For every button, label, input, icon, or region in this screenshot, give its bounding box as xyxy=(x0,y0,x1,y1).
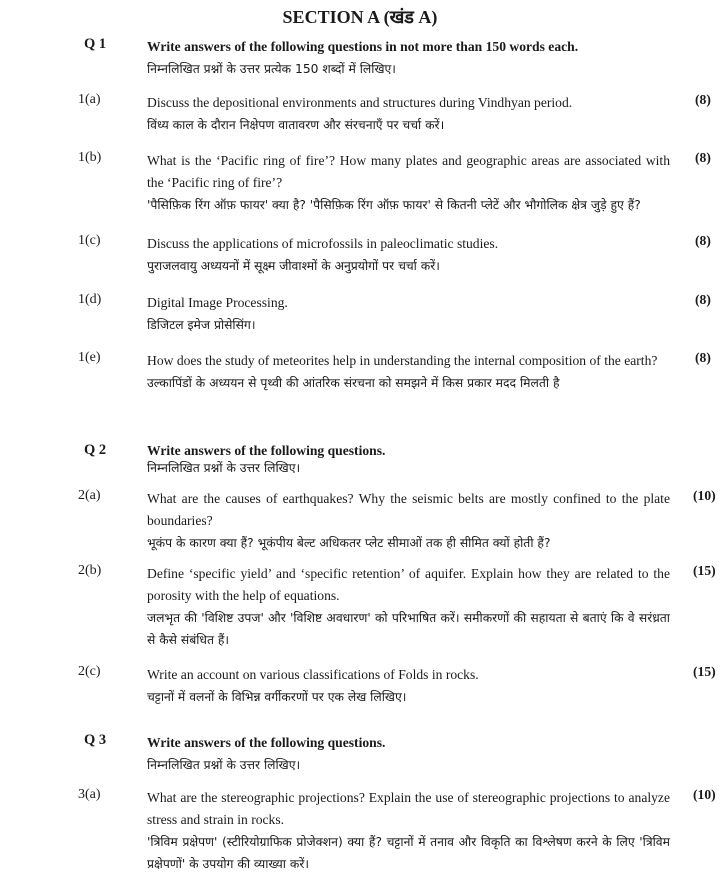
item-english: Discuss the depositional environments and structures during Vindhyan period. xyxy=(147,95,573,110)
question-number: Q 1 xyxy=(84,36,107,52)
item-text xyxy=(147,563,670,651)
marks-label: (10) xyxy=(693,787,716,802)
item-text xyxy=(147,92,670,136)
instruction-english: Write answers of the following questions. xyxy=(147,443,386,458)
item-hindi: विंध्य काल के दौरान निक्षेपण वातावरण और संरचनाएँ पर चर्चा करें। xyxy=(147,118,445,132)
item-hindi: भूकंप के कारण क्या हैं? भूकंपीय बेल्ट अधिकतर प्लेट सीमाओं तक ही सीमित क्यों होती हैं? xyxy=(147,536,551,550)
item-text xyxy=(147,664,670,708)
item-english: Define ‘specific yield’ and ‘specific retention’ of aquifer. Explain how they are related to the porosity with the help of equations. xyxy=(147,566,670,603)
instruction-hindi: निम्नलिखित प्रश्नों के उत्तर लिखिए। xyxy=(147,758,301,772)
item-hindi: 'पैसिफ़िक रिंग ऑफ़ फायर' क्या है? 'पैसिफ़िक रिंग ऑफ़ फायर' से कितनी प्लेटें और भौगोलिक क्षेत्र जुड़े हुए हैं? xyxy=(147,198,641,212)
item-hindi: चट्टानों में वलनों के विभिन्न वर्गीकरणों पर एक लेख लिखिए। xyxy=(147,690,407,704)
question-number: Q 2 xyxy=(84,442,107,458)
item-english: What is the ‘Pacific ring of fire’? How many plates and geographic areas are associated with the ‘Pacific ring of fire’? xyxy=(147,153,670,190)
item-text xyxy=(147,488,670,554)
item-english: Write an account on various classifications of Folds in rocks. xyxy=(147,667,479,682)
instruction-hindi: निम्नलिखित प्रश्नों के उत्तर प्रत्येक 150 शब्दों में लिखिए। xyxy=(147,62,396,76)
item-number: 3(a) xyxy=(78,787,101,802)
item-number: 2(c) xyxy=(78,664,101,679)
question-instruction xyxy=(147,36,670,80)
item-number: 1(c) xyxy=(78,233,101,248)
marks-label: (8) xyxy=(695,150,711,165)
item-hindi: 'त्रिविम प्रक्षेपण' (स्टीरियोग्राफिक प्रोजेक्शन) क्या हैं? चट्टानों में तनाव और विकृति का विश्लेषण करने के लिए 'त्रिविम प्रक्षेपणों' के उपयोग की व्याख्या करें। xyxy=(147,835,670,871)
item-text xyxy=(147,787,670,875)
item-number: 2(b) xyxy=(78,563,102,578)
item-english: How does the study of meteorites help in understanding the internal composition of the earth? xyxy=(147,353,658,368)
marks-label: (8) xyxy=(695,233,711,248)
item-hindi: जलभृत की 'विशिष्ट उपज' और 'विशिष्ट अवधारण' को परिभाषित करें। समीकरणों की सहायता से बताएं कि वे सरंध्रता से कैसे संबंधित हैं। xyxy=(147,611,670,647)
item-hindi: पुराजलवायु अध्ययनों में सूक्ष्म जीवाश्मों के अनुप्रयोगों पर चर्चा करें। xyxy=(147,259,440,273)
instruction-english: Write answers of the following questions in not more than 150 words each. xyxy=(147,39,579,54)
item-number: 2(a) xyxy=(78,488,101,503)
item-text xyxy=(147,292,670,336)
item-number: 1(b) xyxy=(78,150,102,165)
marks-label: (15) xyxy=(693,563,716,578)
item-number: 1(e) xyxy=(78,350,101,365)
marks-label: (8) xyxy=(695,350,711,365)
item-hindi: डिजिटल इमेज प्रोसेसिंग। xyxy=(147,318,256,332)
item-number: 1(a) xyxy=(78,92,101,107)
question-instruction xyxy=(147,442,670,477)
item-number: 1(d) xyxy=(78,292,102,307)
marks-label: (15) xyxy=(693,664,716,679)
item-english: Discuss the applications of microfossils in paleoclimatic studies. xyxy=(147,236,499,251)
instruction-english: Write answers of the following questions. xyxy=(147,735,386,750)
item-text xyxy=(147,233,670,277)
instruction-hindi: निम्नलिखित प्रश्नों के उत्तर लिखिए। xyxy=(147,461,301,475)
marks-label: (8) xyxy=(695,92,711,107)
item-hindi: उल्कापिंडों के अध्ययन से पृथ्वी की आंतरिक संरचना को समझने में किस प्रकार मदद मिलती है xyxy=(147,376,560,390)
item-text xyxy=(147,150,670,216)
question-number: Q 3 xyxy=(84,732,107,748)
item-english: What are the stereographic projections? Explain the use of stereographic projections to analyze stress and strain in rocks. xyxy=(147,790,670,827)
item-text xyxy=(147,350,670,394)
marks-label: (10) xyxy=(693,488,716,503)
marks-label: (8) xyxy=(695,292,711,307)
question-instruction xyxy=(147,732,670,776)
item-english: What are the causes of earthquakes? Why the seismic belts are mostly confined to the plate boundaries? xyxy=(147,491,670,528)
section-title: SECTION A (खंड A) xyxy=(282,7,438,27)
item-english: Digital Image Processing. xyxy=(147,295,288,310)
